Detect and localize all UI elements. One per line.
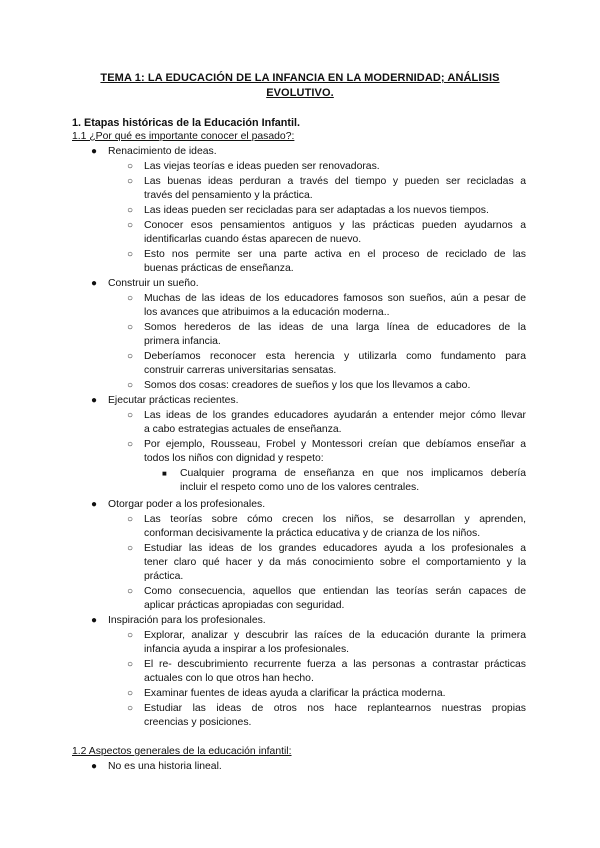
list-item-label: No es una historia lineal. — [108, 761, 222, 772]
list-item: Esto nos permite ser una parte activa en el proceso de reciclado de las — [144, 249, 526, 260]
bullet-square: ■ — [162, 469, 167, 478]
list-item-cont: práctica. — [144, 571, 184, 582]
document-title — [90, 71, 510, 101]
bullet-dot: ● — [91, 278, 98, 289]
list-item-cont: a cabo estrategias actuales de enseñanza. — [144, 424, 342, 435]
bullet-circle: ○ — [127, 249, 134, 260]
bullet-circle: ○ — [127, 161, 134, 172]
list-item-label: Inspiración para los profesionales. — [108, 615, 266, 626]
list-item-label: Construir un sueño. — [108, 278, 199, 289]
list-item-cont: identificarlas cuando éstas aparecen de nuevo. — [144, 234, 362, 245]
list-item-cont: aplicar prácticas apropiadas con seguridad. — [144, 600, 345, 611]
bullet-dot: ● — [91, 615, 98, 626]
bullet-circle: ○ — [127, 176, 134, 187]
list-item-cont: creencias y posiciones. — [144, 717, 252, 728]
list-item-label: Otorgar poder a los profesionales. — [108, 499, 266, 510]
subsection-heading-1-2: 1.2 Aspectos generales de la educación infantil: — [72, 746, 292, 757]
list-item-cont: conforman decisivamente la práctica educativa y de crianza de los niños. — [144, 528, 481, 539]
list-item: Deberíamos reconocer esta herencia y utilizarla como fundamento para — [144, 351, 526, 362]
bullet-circle: ○ — [127, 205, 134, 216]
list-item: Estudiar las ideas de otros nos hace replantearnos nuestras propias — [144, 703, 526, 714]
list-item: Por ejemplo, Rousseau, Frobel y Montessori creían que debíamos enseñar a — [144, 439, 526, 450]
bullet-dot: ● — [91, 761, 98, 772]
list-item-cont: primera infancia. — [144, 336, 221, 347]
list-item: Estudiar las ideas de los grandes educadores ayuda a los profesionales a — [144, 543, 526, 554]
title-line-1: TEMA 1: LA EDUCACIÓN DE LA INFANCIA EN LA MODERNIDAD; ANÁLISIS — [100, 72, 500, 84]
list-item-cont: construir carreras universitarias sensatas. — [144, 365, 337, 376]
list-item: Somos herederos de las ideas de una larga línea de educadores de la — [144, 322, 526, 333]
list-sub-item-cont: incluir el respeto como uno de los valores centrales. — [180, 482, 420, 493]
bullet-circle: ○ — [127, 322, 134, 333]
bullet-dot: ● — [91, 146, 98, 157]
list-item: El re- descubrimiento recurrente fuerza a las personas a contrastar prácticas — [144, 659, 526, 670]
bullet-circle: ○ — [127, 410, 134, 421]
list-item-cont: buenas prácticas de enseñanza. — [144, 263, 294, 274]
bullet-circle: ○ — [127, 586, 134, 597]
list-sub-item: Cualquier programa de enseñanza en que nos implicamos debería — [180, 468, 526, 479]
bullet-circle: ○ — [127, 514, 134, 525]
bullet-circle: ○ — [127, 659, 134, 670]
list-item-label: Ejecutar prácticas recientes. — [108, 395, 239, 406]
list-item: Las buenas ideas perduran a través del tiempo y pueden ser recicladas a — [144, 176, 526, 187]
bullet-circle: ○ — [127, 220, 134, 231]
list-item: Las ideas pueden ser recicladas para ser adaptadas a los nuevos tiempos. — [144, 205, 489, 216]
list-item-cont: todos los niños con dignidad y respeto: — [144, 453, 324, 464]
list-item: Examinar fuentes de ideas ayuda a clarificar la práctica moderna. — [144, 688, 446, 699]
bullet-circle: ○ — [127, 293, 134, 304]
list-item-cont: actuales con lo que otros han hecho. — [144, 673, 314, 684]
bullet-circle: ○ — [127, 380, 134, 391]
list-item: Somos dos cosas: creadores de sueños y los que los llevamos a cabo. — [144, 380, 471, 391]
list-item: Muchas de las ideas de los educadores famosos son sueños, aún a pesar de — [144, 293, 526, 304]
list-item: Las ideas de los grandes educadores ayudarán a entender mejor cómo llevar — [144, 410, 526, 421]
bullet-circle: ○ — [127, 543, 134, 554]
list-item: Conocer esos pensamientos antiguos y las prácticas pueden ayudarnos a — [144, 220, 526, 231]
bullet-circle: ○ — [127, 630, 134, 641]
bullet-dot: ● — [91, 395, 98, 406]
list-item: Las viejas teorías e ideas pueden ser renovadoras. — [144, 161, 380, 172]
bullet-circle: ○ — [127, 688, 134, 699]
list-item-cont: infancia ayuda a inspirar a los profesionales. — [144, 644, 350, 655]
bullet-circle: ○ — [127, 703, 134, 714]
list-item-label: Renacimiento de ideas. — [108, 146, 217, 157]
list-item: Explorar, analizar y descubrir las raíces de la educación durante la primera — [144, 630, 526, 641]
bullet-dot: ● — [91, 499, 98, 510]
bullet-circle: ○ — [127, 351, 134, 362]
bullet-circle: ○ — [127, 439, 134, 450]
list-item-cont: través del pensamiento y la práctica. — [144, 190, 313, 201]
list-item: Como consecuencia, aquellos que entiendan las teorías serán capaces de — [144, 586, 526, 597]
subsection-heading-1-1: 1.1 ¿Por qué es importante conocer el pasado?: — [72, 131, 295, 142]
list-item: Las teorías sobre cómo crecen los niños, se desarrollan y aprenden, — [144, 514, 526, 525]
section-heading: 1. Etapas históricas de la Educación Infantil. — [72, 117, 300, 129]
title-line-2: EVOLUTIVO. — [266, 87, 334, 99]
list-item-cont: tener claro qué hacer y da más conocimiento sobre el comportamiento y la — [144, 557, 526, 568]
list-item-cont: los avances que atribuimos a la educación moderna.. — [144, 307, 390, 318]
